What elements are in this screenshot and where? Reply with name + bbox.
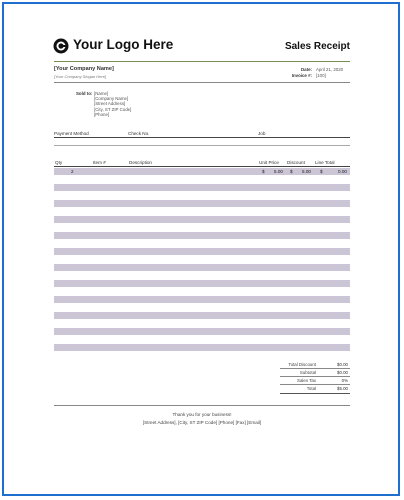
item-header: Item #	[93, 160, 106, 165]
header-rule	[54, 61, 350, 62]
sold-to-street: [Street Address]	[94, 101, 126, 107]
check-no-header: Check No.	[128, 131, 150, 136]
table-row	[54, 168, 350, 175]
table-row	[54, 312, 350, 319]
invoice-label: Invoice #:	[291, 73, 312, 78]
description-header: Description	[129, 160, 152, 165]
invoice-value: [100]	[316, 73, 326, 78]
discount-currency: $	[290, 169, 293, 174]
totals-line	[280, 384, 350, 385]
table-row	[54, 216, 350, 223]
sold-to-name: [Name]	[94, 91, 109, 96]
job-header: Job	[258, 131, 266, 136]
sold-to-city: [City, ST ZIP Code]	[94, 106, 132, 112]
sales-tax-value: 0%	[341, 378, 348, 383]
footer-thanks: Thank you for your business!	[172, 412, 232, 417]
sold-to-company: [Company Name]	[94, 96, 129, 102]
totals-bottom-line	[280, 393, 350, 394]
footer-address: [Street Address], [City, ST ZIP Code] [Phone] [Fax] [Email]	[142, 420, 262, 425]
company-name: [Your Company Name]	[54, 66, 114, 72]
table-row	[54, 336, 350, 343]
table-row	[54, 200, 350, 207]
table-row	[54, 296, 350, 303]
sold-to-phone: [Phone]	[94, 111, 110, 117]
table-row	[54, 176, 350, 183]
table-row	[54, 304, 350, 311]
table-row	[54, 248, 350, 255]
payment-method-header: Payment Method	[54, 131, 89, 136]
payment-row-line	[54, 145, 350, 146]
discount-header: Discount	[287, 160, 305, 165]
total-discount-label: Total Discount	[288, 362, 316, 367]
totals-line	[280, 368, 350, 369]
line-total-header: Line Total	[315, 160, 335, 165]
logo-text: Your Logo Here	[73, 37, 174, 52]
payment-header-line	[54, 137, 350, 138]
sold-to-label: Sold to:	[76, 91, 93, 96]
date-label: Date:	[301, 67, 312, 72]
table-row	[54, 232, 350, 239]
table-row	[54, 344, 350, 351]
table-row	[54, 184, 350, 191]
document-title: Sales Receipt	[284, 41, 350, 52]
item-unit-price: 5.00	[274, 169, 283, 174]
table-row	[54, 240, 350, 247]
company-slogan: [Your Company Slogan Here]	[54, 74, 107, 79]
subtotal-value: $0.00	[337, 370, 348, 375]
table-row	[54, 320, 350, 327]
table-row	[54, 208, 350, 215]
meta-rule	[54, 82, 350, 83]
total-label: Total	[306, 386, 316, 391]
subtotal-label: Subtotal	[299, 370, 316, 375]
table-row	[54, 256, 350, 263]
table-row	[54, 192, 350, 199]
logo-icon	[53, 38, 69, 54]
table-row	[54, 272, 350, 279]
totals-line	[280, 376, 350, 377]
line-total-currency: $	[320, 169, 323, 174]
sales-tax-label: Sales Tax	[297, 378, 316, 383]
item-line-total: 0.00	[338, 169, 347, 174]
total-discount-value: $0.00	[337, 362, 348, 367]
footer-rule	[54, 405, 350, 406]
sold-to-block	[94, 91, 131, 117]
unit-price-header: Unit Price	[259, 160, 279, 165]
qty-header: Qty	[55, 160, 63, 165]
table-row	[54, 224, 350, 231]
total-value: $5.00	[337, 386, 348, 391]
table-row	[54, 280, 350, 287]
items-header-line	[54, 166, 350, 167]
unit-price-currency: $	[262, 169, 265, 174]
item-discount: 5.00	[302, 169, 311, 174]
date-value: April 21, 2020	[316, 67, 344, 72]
item-qty: 2	[71, 169, 74, 174]
table-row	[54, 288, 350, 295]
table-row	[54, 264, 350, 271]
table-row	[54, 328, 350, 335]
